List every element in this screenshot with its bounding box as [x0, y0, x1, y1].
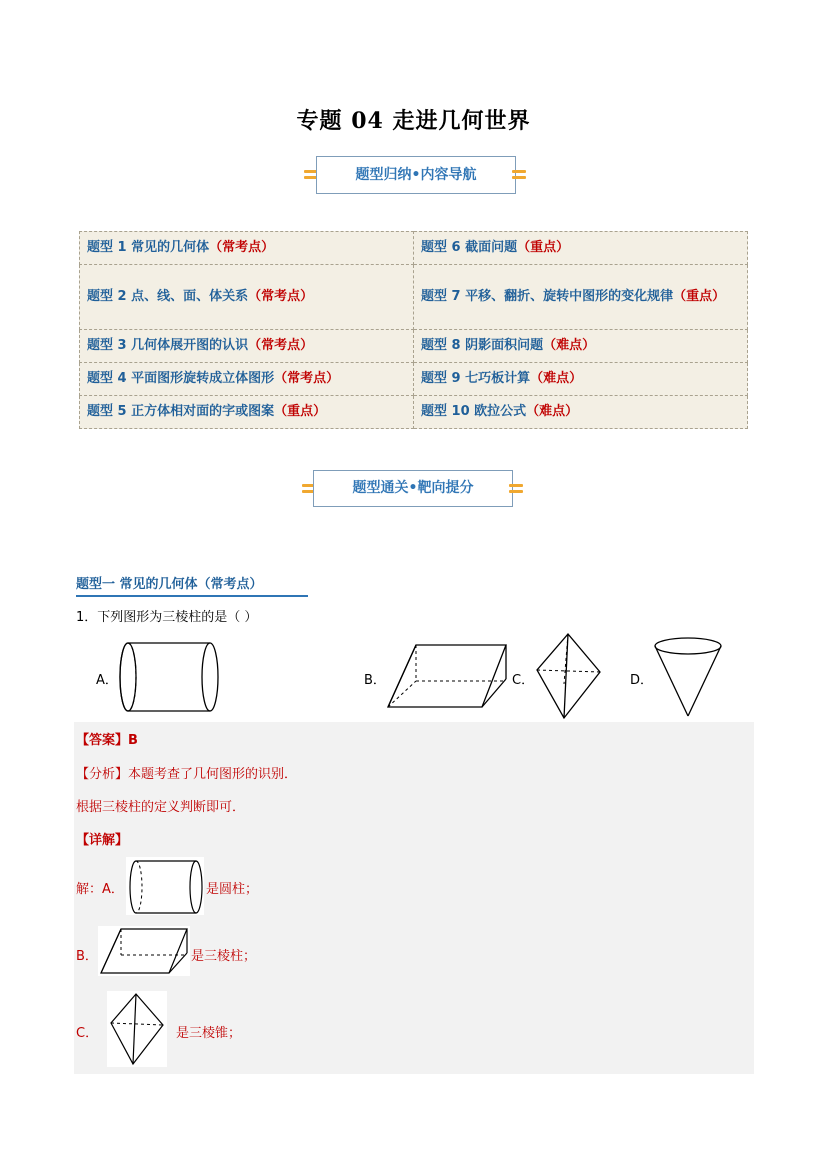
analysis-line-2: 根据三棱柱的定义判断即可．	[76, 800, 246, 815]
banner-right-decoration-icon	[512, 168, 526, 182]
detail-c-prefix: C．	[76, 1026, 99, 1041]
option-a-label: A．	[96, 673, 118, 688]
nav-cell[interactable]: 题型 1 常见的几何体（常考点）	[80, 232, 414, 265]
triangular-pyramid-figure-small	[108, 992, 166, 1066]
nav-cell[interactable]: 题型 6 截面问题（重点）	[414, 232, 748, 265]
nav-cell[interactable]: 题型 7 平移、翻折、旋转中图形的变化规律（重点）	[414, 265, 748, 330]
practice-banner	[0, 470, 827, 510]
detail-c-suffix: 是三棱锥；	[176, 1026, 242, 1041]
nav-cell[interactable]: 题型 2 点、线、面、体关系（常考点）	[80, 265, 414, 330]
triangular-prism-figure-small	[99, 927, 191, 975]
table-row	[80, 330, 748, 363]
cone-figure	[652, 636, 724, 718]
cylinder-figure-small	[128, 859, 204, 915]
option-d-label: D．	[630, 673, 654, 688]
topic-navigation-table	[79, 231, 748, 429]
banner-label: 题型通关•靶向提分	[313, 470, 513, 507]
nav-cell[interactable]: 题型 3 几何体展开图的认识（常考点）	[80, 330, 414, 363]
option-c-label: C．	[512, 673, 535, 688]
nav-cell[interactable]: 题型 4 平面图形旋转成立体图形（常考点）	[80, 363, 414, 396]
section-heading: 题型一 常见的几何体（常考点）	[76, 573, 308, 597]
detail-b-suffix: 是三棱柱；	[191, 949, 257, 964]
nav-cell[interactable]: 题型 9 七巧板计算（难点）	[414, 363, 748, 396]
question-text: 1．下列图形为三棱柱的是（ ）	[76, 610, 258, 625]
banner-label: 题型归纳•内容导航	[316, 156, 516, 194]
table-row	[80, 396, 748, 429]
table-row	[80, 363, 748, 396]
cylinder-figure	[118, 640, 222, 714]
page-title: 专题 04 走进几何世界	[296, 108, 531, 134]
detail-b-prefix: B．	[76, 949, 98, 964]
analysis-line: 【分析】本题考查了几何图形的识别．	[76, 767, 298, 782]
table-row	[80, 232, 748, 265]
nav-banner	[0, 156, 827, 196]
option-b-label: B．	[364, 673, 386, 688]
nav-cell[interactable]: 题型 5 正方体相对面的字或图案（重点）	[80, 396, 414, 429]
triangular-prism-figure	[386, 643, 512, 709]
nav-cell[interactable]: 题型 10 欧拉公式（难点）	[414, 396, 748, 429]
detail-a-prefix: 解：A．	[76, 882, 124, 897]
detail-a-suffix: 是圆柱；	[206, 882, 259, 897]
answer-line: 【答案】B	[76, 733, 138, 748]
nav-cell[interactable]: 题型 8 阴影面积问题（难点）	[414, 330, 748, 363]
table-row	[80, 265, 748, 330]
detail-label: 【详解】	[76, 833, 129, 848]
banner-right-decoration-icon	[509, 482, 523, 496]
triangular-pyramid-figure	[534, 632, 604, 720]
